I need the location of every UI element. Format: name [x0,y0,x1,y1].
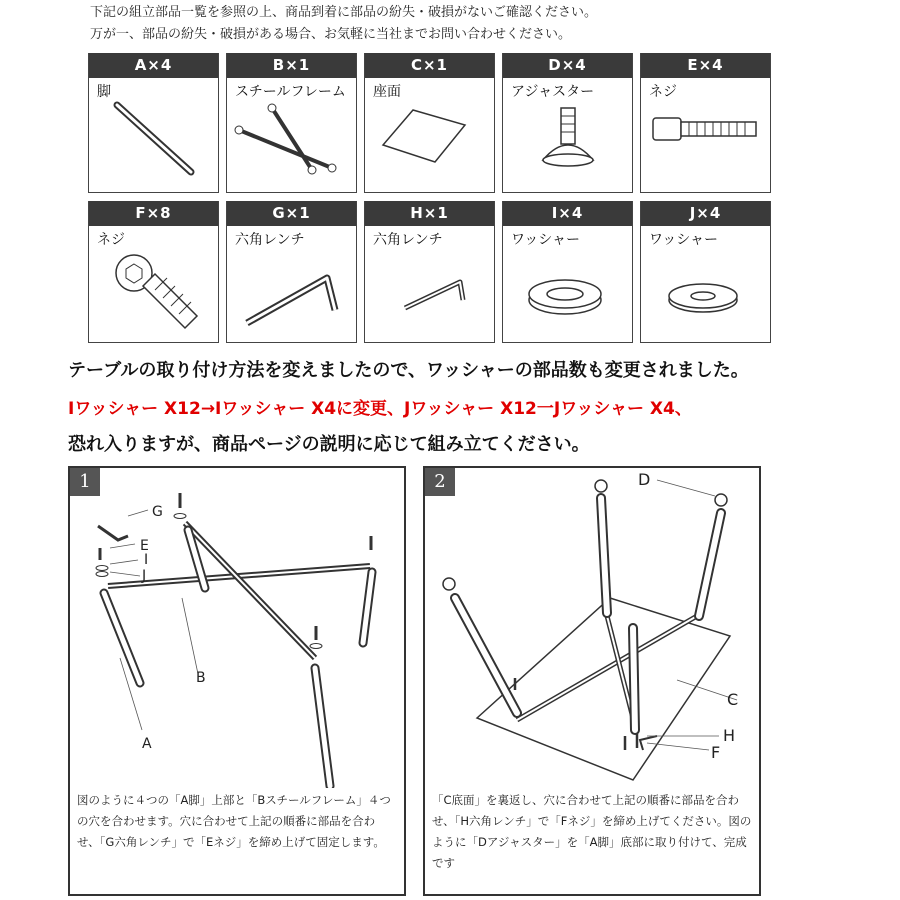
label-d: D [638,470,651,489]
long-screw-icon [641,80,770,190]
parts-row-1 [88,53,771,193]
label-f: F [711,743,721,762]
part-card-h [364,201,495,343]
part-code: I×4 [503,201,632,226]
part-code: C×1 [365,53,494,78]
short-screw-icon [89,228,218,340]
part-name: 六角レンチ [373,232,443,248]
step-1-instructions: 図のように４つの「A脚」上部と「Bスチールフレーム」４つの穴を合わせます。穴に合わせて上記の順番に部品を合わせ、「G六角レンチ」で「Eネジ」を締め上げて固定します。 [77,793,391,849]
step-2-instructions: 「C底面」を裏返し、穴に合わせて上記の順番に部品を合わせ、「H六角レンチ」で「Fネジ」を締め上げてください。図のように「Dアジャスター」を「A脚」底部に取り付けて、完成です [432,793,752,870]
label-i: I [144,552,149,568]
step-number: 1 [70,468,100,496]
parts-row-2 [88,201,771,343]
part-card-e [640,53,771,193]
part-code: D×4 [503,53,632,78]
leg-icon [89,80,218,190]
part-name: 脚 [97,84,111,100]
part-code: B×1 [227,53,356,78]
label-a: A [142,736,152,752]
part-name: スチールフレーム [235,84,346,100]
part-name: 六角レンチ [235,232,305,248]
part-name: ネジ [97,232,125,248]
part-card-b [226,53,357,193]
part-card-g [226,201,357,343]
part-code: F×8 [89,201,218,226]
part-code: H×1 [365,201,494,226]
label-b: B [196,670,206,686]
part-card-c [364,53,495,193]
part-card-i [502,201,633,343]
label-g: G [152,504,163,520]
notice-line-1: テーブルの取り付け方法を変えましたので、ワッシャーの部品数も変更されました。 [68,360,749,381]
part-code: A×4 [89,53,218,78]
adjuster-icon [503,80,632,190]
intro-line-2: 万が一、部品の紛失・破損がある場合、お気軽に当社までお問い合わせください。 [90,27,572,42]
step-1-panel [68,466,406,896]
spring-washer-icon [503,228,632,340]
label-c: C [727,690,739,709]
part-card-a [88,53,219,193]
part-name: ワッシャー [511,232,581,248]
part-code: E×4 [641,53,770,78]
step-1-diagram [70,468,404,788]
seat-board-icon [365,80,494,190]
label-j: J [142,568,147,584]
part-card-j [640,201,771,343]
part-name: アジャスター [511,84,595,100]
step-number: 2 [425,468,455,496]
flat-washer-icon [641,228,770,340]
notice-line-3: 恐れ入りますが、商品ページの説明に応じて組み立てください。 [68,434,590,455]
label-h: H [723,726,736,745]
part-name: ワッシャー [649,232,719,248]
part-code: G×1 [227,201,356,226]
part-card-d [502,53,633,193]
step-2-diagram [425,468,759,788]
part-name: 座面 [373,84,401,100]
intro-line-1: 下記の組立部品一覧を参照の上、商品到着に部品の紛失・破損がないご確認ください。 [90,5,598,20]
part-code: J×4 [641,201,770,226]
steel-frame-icon [227,80,356,190]
part-card-f [88,201,219,343]
notice-line-2: Iワッシャー X12→Iワッシャー X4に変更、Jワッシャー X12一Jワッシャー X4、 [68,399,692,419]
part-name: ネジ [649,84,677,100]
step-2-panel [423,466,761,896]
hex-wrench-small-icon [365,228,494,340]
hex-wrench-large-icon [227,228,356,340]
label-e: E [140,538,149,554]
